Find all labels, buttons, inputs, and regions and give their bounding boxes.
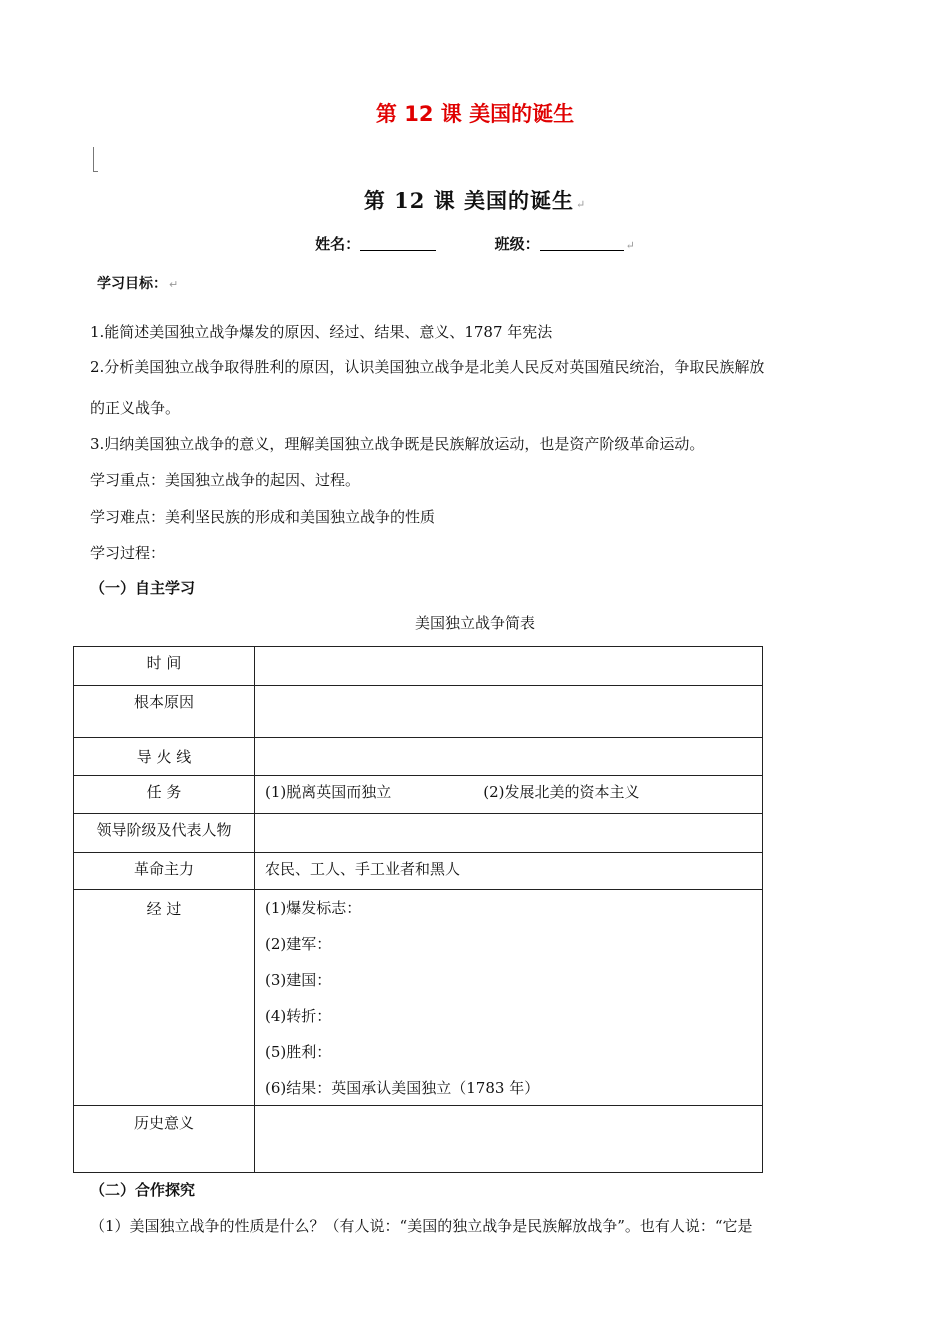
corner-mark — [93, 147, 98, 172]
table-row — [74, 776, 763, 814]
row-value: 农民、工人、手工业者和黑人 — [255, 853, 763, 890]
row-value[interactable] — [255, 1106, 763, 1173]
task-item: (1)脱离英国而独立 — [265, 783, 392, 801]
study-focus: 学习重点：美国独立战争的起因、过程。 — [90, 471, 361, 489]
objective-item: 3.归纳美国独立战争的意义，理解美国独立战争既是民族解放运动，也是资产阶级革命运动。 — [90, 435, 705, 453]
section-heading: （一）自主学习 — [90, 579, 196, 597]
row-label: 经 过 — [74, 890, 255, 1106]
process-step[interactable]: (1)爆发标志： — [265, 899, 362, 917]
table-row — [74, 853, 763, 890]
process-step: (6)结果：英国承认美国独立（1783 年） — [265, 1079, 540, 1097]
table-row — [74, 814, 763, 853]
table-row — [74, 738, 763, 776]
row-value[interactable] — [255, 814, 763, 853]
summary-table — [73, 646, 763, 1173]
class-label: 班级： — [494, 235, 540, 253]
row-label: 时 间 — [74, 647, 255, 686]
name-blank[interactable] — [360, 250, 436, 251]
row-value[interactable] — [255, 686, 763, 738]
objective-item: 2.分析美国独立战争取得胜利的原因，认识美国独立战争是北美人民反对英国殖民统治，争取民族解放 — [90, 358, 765, 376]
row-label: 革命主力 — [74, 853, 255, 890]
row-label: 任 务 — [74, 776, 255, 814]
discussion-question: （1）美国独立战争的性质是什么？（有人说：“美国的独立战争是民族解放战争”。也有人说：“它是 — [90, 1217, 753, 1235]
row-label: 根本原因 — [74, 686, 255, 738]
study-process: 学习过程： — [90, 544, 166, 562]
return-mark-icon: ↵ — [575, 198, 587, 211]
objective-item: 1.能简述美国独立战争爆发的原因、经过、结果、意义、1787 年宪法 — [90, 323, 553, 341]
document-title — [0, 185, 950, 215]
row-value[interactable] — [255, 647, 763, 686]
objectives-label-text: 学习目标： — [97, 276, 167, 292]
table-caption: 美国独立战争简表 — [414, 614, 535, 632]
row-value — [255, 776, 763, 814]
objective-item: 的正义战争。 — [90, 399, 181, 417]
row-label: 导 火 线 — [74, 738, 255, 776]
row-value — [255, 890, 763, 1106]
return-mark-icon: ↵ — [625, 239, 635, 252]
table-row — [74, 1106, 763, 1173]
section-heading: （二）合作探究 — [90, 1181, 196, 1199]
process-step[interactable]: (4)转折： — [265, 1007, 332, 1025]
row-label: 历史意义 — [74, 1106, 255, 1173]
row-label: 领导阶级及代表人物 — [74, 814, 255, 853]
return-mark-icon: ↵ — [169, 278, 179, 291]
table-row — [74, 890, 763, 1106]
process-step[interactable]: (2)建军： — [265, 935, 332, 953]
name-class-line — [0, 233, 950, 254]
study-difficulty: 学习难点：美利坚民族的形成和美国独立战争的性质 — [90, 508, 436, 526]
name-label: 姓名： — [315, 235, 361, 253]
page-title: 第 12 课 美国的诞生 — [375, 102, 575, 126]
document-title-text: 第 12 课 美国的诞生 — [363, 188, 574, 213]
task-item: (2)发展北美的资本主义 — [483, 783, 640, 801]
table-row — [74, 647, 763, 686]
process-step[interactable]: (3)建国： — [265, 971, 332, 989]
row-value[interactable] — [255, 738, 763, 776]
objectives-label — [97, 273, 178, 293]
table-row — [74, 686, 763, 738]
class-blank[interactable] — [540, 250, 624, 251]
process-step[interactable]: (5)胜利： — [265, 1043, 332, 1061]
